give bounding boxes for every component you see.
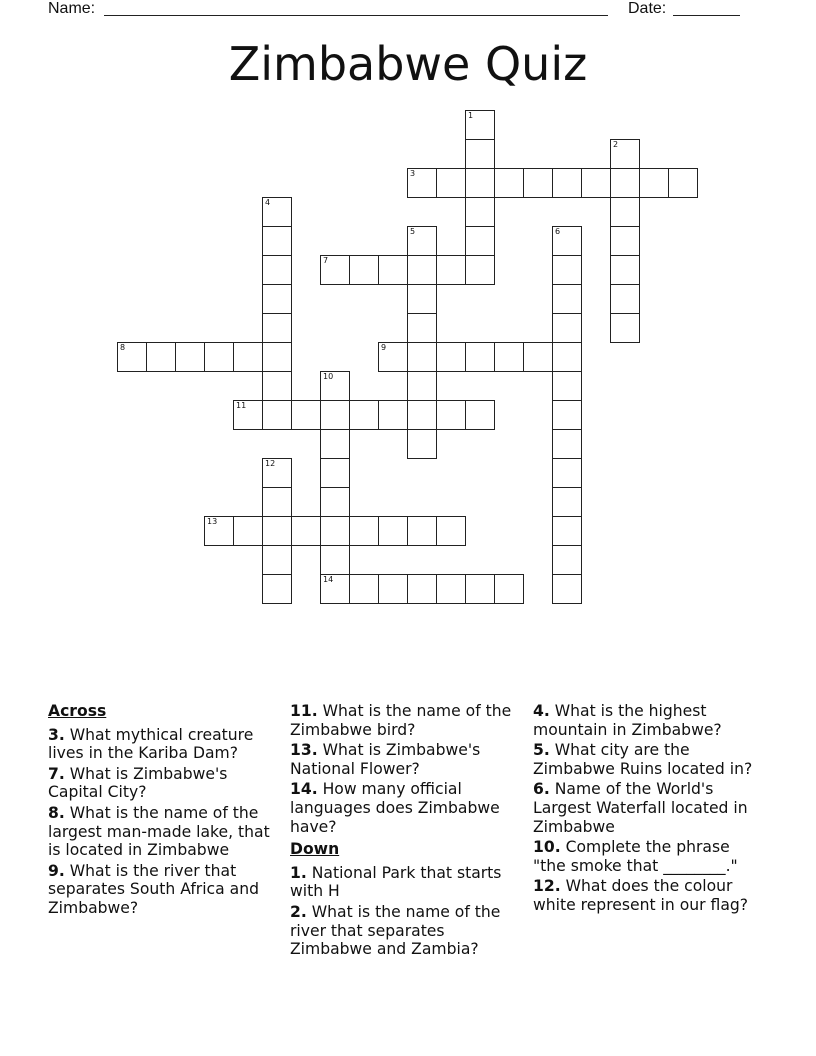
- crossword-cell[interactable]: [610, 284, 640, 314]
- crossword-cell[interactable]: [523, 168, 553, 198]
- crossword-cell[interactable]: [378, 342, 408, 372]
- crossword-cell[interactable]: [436, 574, 466, 604]
- crossword-cell[interactable]: [407, 284, 437, 314]
- clue-text: What mythical creature lives in the Kariba Dam?: [48, 725, 254, 763]
- crossword-cell[interactable]: [552, 284, 582, 314]
- clue-across-13: [290, 741, 520, 778]
- crossword-cell[interactable]: [465, 342, 495, 372]
- cell-number: 10: [323, 372, 334, 381]
- crossword-cell[interactable]: [262, 226, 292, 256]
- crossword-cell[interactable]: [407, 400, 437, 430]
- crossword-cell[interactable]: [262, 487, 292, 517]
- crossword-cell[interactable]: [320, 516, 350, 546]
- crossword-cell[interactable]: [262, 342, 292, 372]
- clue-text: What is Zimbabwe's National Flower?: [290, 741, 481, 778]
- clue-across-9: [48, 862, 284, 918]
- clue-text: Complete the phrase "the smoke that ________.": [533, 838, 738, 875]
- crossword-cell[interactable]: [320, 429, 350, 459]
- clue-text: Name of the World's Largest Waterfall located in Zimbabwe: [533, 780, 748, 836]
- crossword-cell[interactable]: [291, 516, 321, 546]
- crossword-cell[interactable]: [552, 313, 582, 343]
- clue-number: 12.: [533, 877, 561, 896]
- crossword-cell[interactable]: [349, 574, 379, 604]
- crossword-cell[interactable]: [349, 255, 379, 285]
- crossword-cell[interactable]: [233, 400, 263, 430]
- crossword-cell[interactable]: [291, 400, 321, 430]
- crossword-cell[interactable]: [204, 342, 234, 372]
- crossword-cell[interactable]: [146, 342, 176, 372]
- crossword-cell[interactable]: [581, 168, 611, 198]
- crossword-cell[interactable]: [262, 458, 292, 488]
- crossword-cell[interactable]: [117, 342, 147, 372]
- clue-number: 13.: [290, 741, 318, 760]
- clue-text: How many official languages does Zimbabwe have?: [290, 780, 500, 836]
- cell-number: 13: [207, 517, 218, 526]
- crossword-cell[interactable]: [320, 400, 350, 430]
- crossword-cell[interactable]: [407, 255, 437, 285]
- clue-text: What is the highest mountain in Zimbabwe?: [533, 702, 722, 739]
- crossword-cell[interactable]: [378, 574, 408, 604]
- clue-down-12: [533, 877, 763, 914]
- cell-number: 5: [410, 227, 416, 236]
- crossword-cell[interactable]: [262, 313, 292, 343]
- crossword-cell[interactable]: [349, 516, 379, 546]
- clue-across-8: [48, 804, 284, 860]
- clue-text: National Park that starts with H: [290, 863, 502, 901]
- cell-number: 11: [236, 401, 247, 410]
- crossword-cell[interactable]: [407, 429, 437, 459]
- crossword-cell[interactable]: [233, 516, 263, 546]
- name-label: Name:: [48, 0, 96, 17]
- cell-number: 4: [265, 198, 271, 207]
- crossword-cell[interactable]: [262, 545, 292, 575]
- cell-number: 14: [323, 575, 334, 584]
- crossword-cell[interactable]: [407, 226, 437, 256]
- crossword-cell[interactable]: [552, 400, 582, 430]
- cell-number: 7: [323, 256, 329, 265]
- crossword-cell[interactable]: [465, 255, 495, 285]
- crossword-cell[interactable]: [262, 574, 292, 604]
- clue-across-11: [290, 702, 520, 739]
- down-heading: Down: [290, 840, 340, 859]
- crossword-cell[interactable]: [436, 255, 466, 285]
- crossword-cell[interactable]: [465, 168, 495, 198]
- clue-number: 4.: [533, 702, 550, 720]
- crossword-cell[interactable]: [552, 255, 582, 285]
- cell-number: 8: [120, 343, 126, 352]
- clue-column-2: [290, 702, 520, 961]
- clue-text: What is the name of the Zimbabwe bird?: [290, 702, 512, 739]
- cell-number: 3: [410, 169, 416, 178]
- crossword-cell[interactable]: [407, 342, 437, 372]
- crossword-cell[interactable]: [552, 168, 582, 198]
- clue-number: 14.: [290, 780, 318, 799]
- clue-number: 2.: [290, 902, 307, 921]
- across-heading: Across: [48, 702, 107, 720]
- clue-text: What is the name of the river that separates Zimbabwe and Zambia?: [290, 902, 501, 959]
- clue-across-3: [48, 726, 284, 763]
- clue-column-3: [533, 702, 763, 917]
- clue-down-1: [290, 864, 520, 901]
- clue-column-1: [48, 702, 284, 920]
- crossword-cell[interactable]: [320, 458, 350, 488]
- crossword-cell[interactable]: [465, 574, 495, 604]
- crossword-cell[interactable]: [204, 516, 234, 546]
- cell-number: 2: [613, 140, 619, 149]
- crossword-cell[interactable]: [465, 400, 495, 430]
- clue-number: 1.: [290, 863, 307, 882]
- crossword-cell[interactable]: [552, 545, 582, 575]
- crossword-cell[interactable]: [262, 371, 292, 401]
- crossword-cell[interactable]: [378, 516, 408, 546]
- clue-number: 9.: [48, 861, 65, 880]
- crossword-cell[interactable]: [552, 516, 582, 546]
- crossword-cell[interactable]: [610, 139, 640, 169]
- crossword-cell[interactable]: [610, 313, 640, 343]
- crossword-cell[interactable]: [262, 197, 292, 227]
- crossword-cell[interactable]: [378, 400, 408, 430]
- crossword-cell[interactable]: [262, 255, 292, 285]
- crossword-cell[interactable]: [465, 226, 495, 256]
- clue-text: What is the river that separates South Africa and Zimbabwe?: [48, 861, 259, 917]
- crossword-cell[interactable]: [407, 516, 437, 546]
- crossword-cell[interactable]: [610, 226, 640, 256]
- crossword-cell[interactable]: [349, 400, 379, 430]
- clue-down-5: [533, 741, 763, 778]
- crossword-cell[interactable]: [552, 429, 582, 459]
- crossword-cell[interactable]: [436, 400, 466, 430]
- crossword-cell[interactable]: [668, 168, 698, 198]
- clue-number: 3.: [48, 725, 65, 744]
- crossword-cell[interactable]: [610, 197, 640, 227]
- cell-number: 9: [381, 343, 387, 352]
- crossword-cell[interactable]: [639, 168, 669, 198]
- clue-number: 8.: [48, 803, 65, 822]
- crossword-cell[interactable]: [494, 574, 524, 604]
- cell-number: 12: [265, 459, 276, 468]
- crossword-cell[interactable]: [494, 168, 524, 198]
- crossword-cell[interactable]: [175, 342, 205, 372]
- crossword-cell[interactable]: [552, 487, 582, 517]
- crossword-cell[interactable]: [494, 342, 524, 372]
- crossword-cell[interactable]: [552, 342, 582, 372]
- crossword-cell[interactable]: [407, 168, 437, 198]
- crossword-cell[interactable]: [320, 255, 350, 285]
- crossword-cell[interactable]: [320, 545, 350, 575]
- clue-down-4: [533, 702, 763, 739]
- clue-across-14: [290, 780, 520, 836]
- clue-number: 11.: [290, 702, 318, 720]
- date-label: Date:: [628, 0, 667, 17]
- clue-number: 10.: [533, 838, 561, 857]
- crossword-cell[interactable]: [610, 255, 640, 285]
- crossword-cell[interactable]: [465, 139, 495, 169]
- clue-text: What is the name of the largest man-made lake, that is located in Zimbabwe: [48, 803, 270, 860]
- clue-text: What does the colour white represent in our flag?: [533, 877, 749, 914]
- crossword-cell[interactable]: [436, 516, 466, 546]
- crossword-cell[interactable]: [407, 574, 437, 604]
- page-title: Zimbabwe Quiz: [228, 37, 588, 91]
- crossword-cell[interactable]: [262, 516, 292, 546]
- crossword-cell[interactable]: [407, 371, 437, 401]
- crossword-cell[interactable]: [610, 168, 640, 198]
- crossword-cell[interactable]: [407, 313, 437, 343]
- clue-text: What is Zimbabwe's Capital City?: [48, 764, 228, 802]
- crossword-cell[interactable]: [320, 371, 350, 401]
- clue-down-10: [533, 838, 763, 875]
- crossword-cell[interactable]: [523, 342, 553, 372]
- crossword-cell[interactable]: [320, 574, 350, 604]
- crossword-cell[interactable]: [465, 110, 495, 140]
- crossword-cell[interactable]: [552, 226, 582, 256]
- cell-number: 1: [468, 111, 474, 120]
- clue-down-6: [533, 780, 763, 836]
- crossword-cell[interactable]: [320, 487, 350, 517]
- crossword-cell[interactable]: [552, 574, 582, 604]
- clue-down-2: [290, 903, 520, 959]
- crossword-cell[interactable]: [552, 371, 582, 401]
- clue-text: What city are the Zimbabwe Ruins located in?: [533, 741, 753, 778]
- crossword-cell[interactable]: [262, 284, 292, 314]
- crossword-cell[interactable]: [262, 400, 292, 430]
- clue-across-7: [48, 765, 284, 802]
- crossword-cell[interactable]: [436, 168, 466, 198]
- clue-number: 5.: [533, 741, 550, 760]
- crossword-cell[interactable]: [552, 458, 582, 488]
- crossword-cell[interactable]: [465, 197, 495, 227]
- clue-number: 6.: [533, 780, 550, 799]
- crossword-cell[interactable]: [436, 342, 466, 372]
- crossword-cell[interactable]: [378, 255, 408, 285]
- cell-number: 6: [555, 227, 561, 236]
- crossword-cell[interactable]: [233, 342, 263, 372]
- clue-number: 7.: [48, 764, 65, 783]
